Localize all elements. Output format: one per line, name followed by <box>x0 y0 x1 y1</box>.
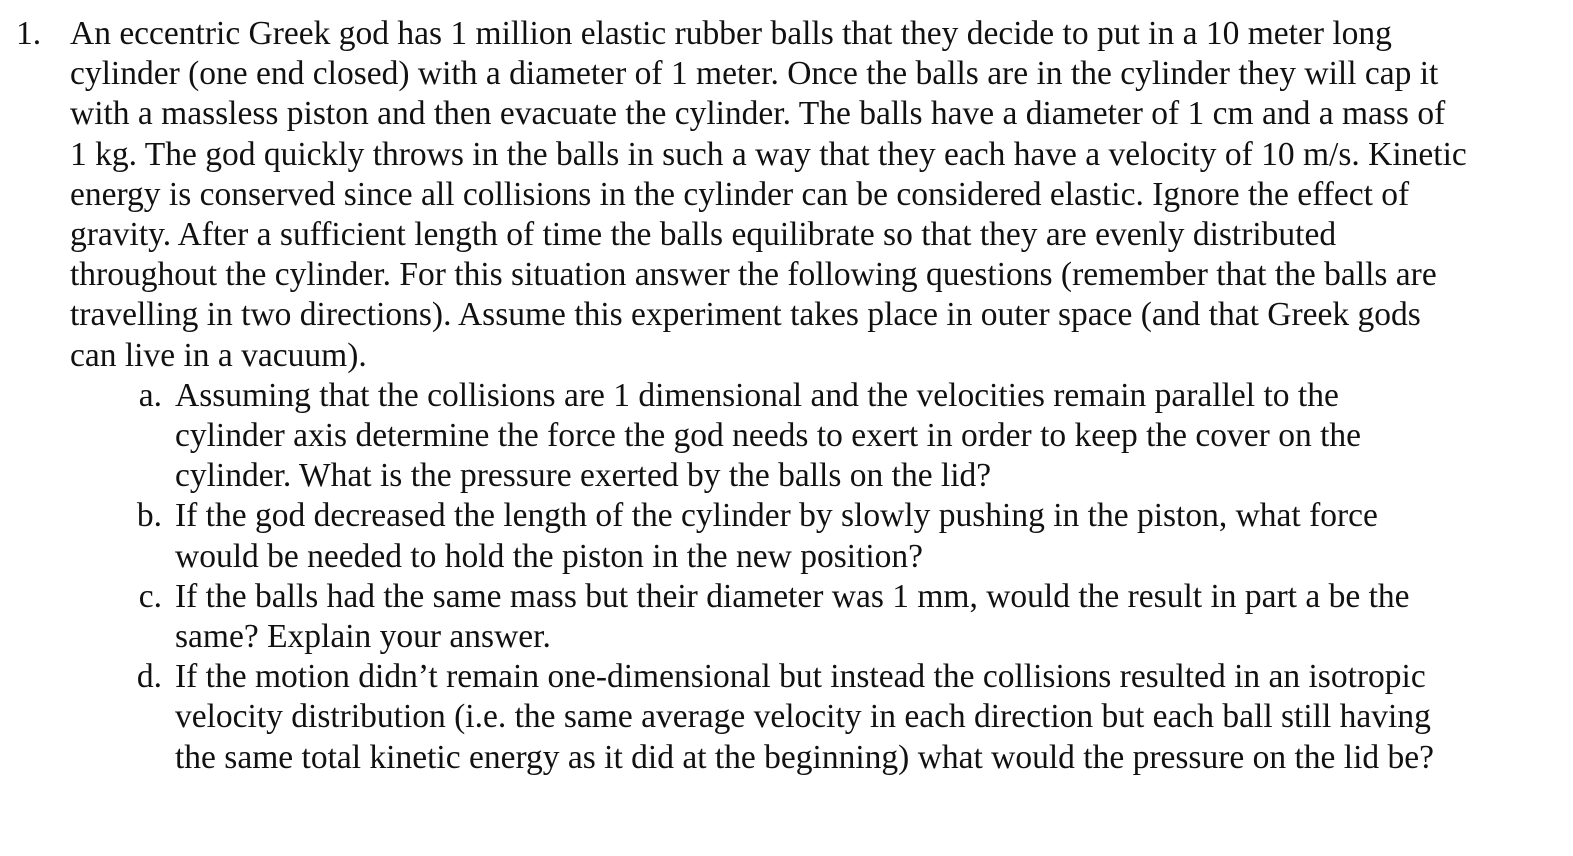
part-b-text: If the god decreased the length of the cylinder by slowly pushing in the piston, what force would be needed to hold the piston in the new position? <box>175 497 1378 575</box>
problem-1 <box>0 14 1573 778</box>
part-c-text: If the balls had the same mass but their diameter was 1 mm, would the result in part a be the same? Explain your answer. <box>175 577 1410 656</box>
problem-stem: An eccentric Greek god has 1 million elastic rubber balls that they decide to put in a 10 meter long cylinder (one end closed) with a diameter of 1 meter. Once the balls are in the cylinder they will cap it with a massless piston and then evacuate the cylinder. The balls have a diameter of 1 cm and a mass of 1 kg. The god quickly throws in the balls in such a way that they each have a velocity of 10 m/s. Kinetic energy is conserved since all collisions in the cylinder can be considered elastic. Ignore the effect of gravity. After a sufficient length of time the balls equilibrate so that they are evenly distributed throughout the cylinder. For this situation answer the following questions (remember that the balls are travelling in two directions). Assume this experiment takes place in outer space (and that Greek gods can live in a vacuum). <box>70 15 1467 374</box>
part-d-text: If the motion didn’t remain one-dimensional but instead the collisions resulted in an isotropic velocity distribution (i.e. the same average velocity in each direction but each ball still having the same total kinetic energy as it did at the beginning) what would the pressure on the lid be? <box>175 658 1435 776</box>
part-a-letter: a. <box>138 376 162 414</box>
part-b <box>70 496 1573 576</box>
problem-number: 1. <box>16 15 42 52</box>
problem-parts <box>70 376 1573 778</box>
part-c-letter: c. <box>138 577 162 615</box>
part-c <box>70 577 1573 657</box>
part-d-letter: d. <box>136 658 162 696</box>
part-d <box>70 657 1573 778</box>
part-a <box>70 376 1573 497</box>
part-a-text: Assuming that the collisions are 1 dimensional and the velocities remain parallel to the cylinder axis determine the force the god needs to exert in order to keep the cover on the cylinder. What is the pressure exerted by the balls on the lid? <box>175 376 1361 495</box>
document <box>0 14 1573 778</box>
part-b-letter: b. <box>136 497 162 535</box>
